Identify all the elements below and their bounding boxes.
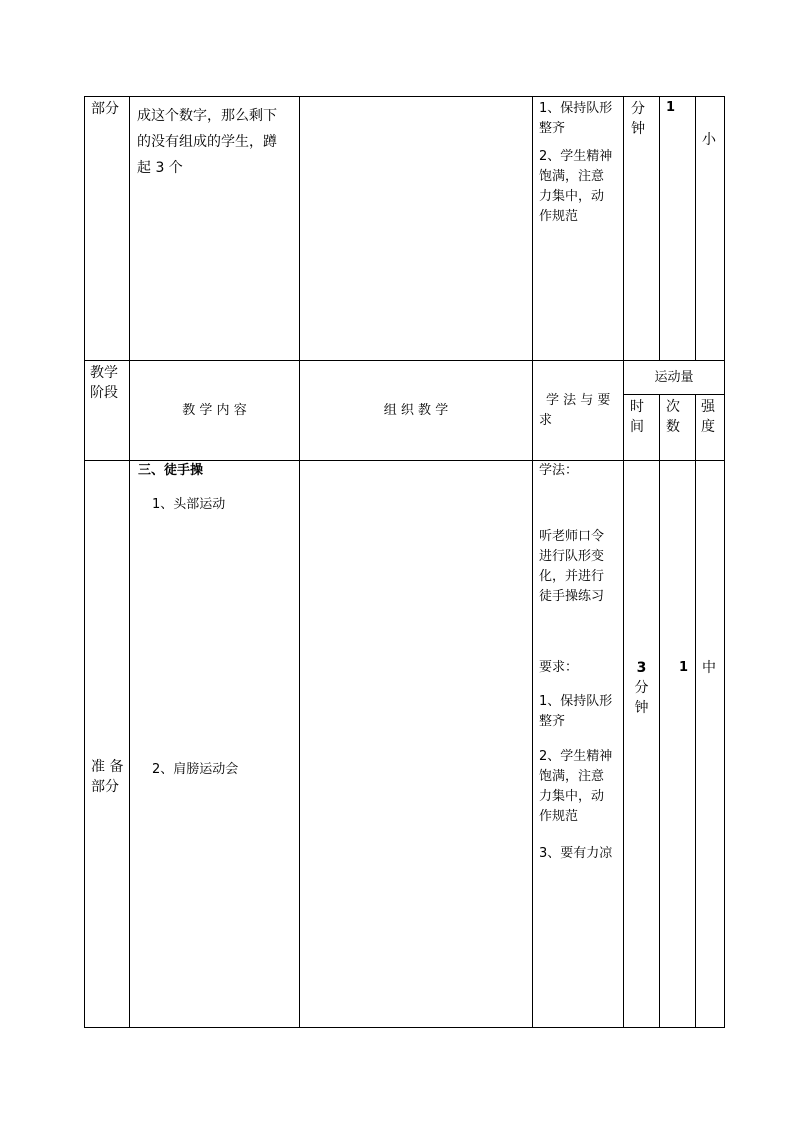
requirement-line: 1、保持队形: [539, 101, 613, 116]
header-stage-line: 教学: [90, 365, 118, 381]
header-content-cell: [130, 361, 300, 461]
requirement-line: 饱满，注意: [539, 769, 605, 784]
content-cell: [130, 97, 300, 361]
requirement-1: [539, 692, 612, 732]
warmup-count-cell: [660, 461, 696, 1028]
header-exercise-cell: [624, 361, 725, 395]
warmup-intensity-cell: [696, 461, 725, 1028]
requirement-3: 3、要有力凉: [539, 846, 613, 861]
stage-cell: [85, 97, 130, 361]
header-method-line: 求: [539, 412, 553, 428]
header-intensity-line: 强: [701, 399, 715, 415]
requirement-line: 1、保持队形: [539, 694, 613, 709]
method-cell: [533, 97, 624, 361]
header-method-cell: [533, 361, 624, 461]
warmup-organization-cell: [300, 461, 533, 1028]
warmup-method-cell: [533, 461, 624, 1028]
intensity-value: 中: [702, 660, 716, 676]
header-time-line: 间: [630, 419, 644, 435]
header-count-cell: [660, 395, 696, 461]
requirement-line: 2、学生精神: [539, 149, 613, 164]
method-text: [539, 527, 604, 607]
table-row-warmup: [85, 461, 725, 1028]
requirement-line: 力集中，动: [539, 189, 605, 204]
method-line: 徒手操练习: [539, 589, 605, 604]
time-cell: [624, 97, 660, 361]
method-line: 听老师口令: [539, 529, 605, 544]
header-count-line: 数: [666, 419, 680, 435]
method-label: 学法：: [539, 463, 579, 478]
organization-cell: [300, 97, 533, 361]
table-row-header: [85, 361, 725, 395]
header-organization-label: 组 织 教 学: [383, 402, 449, 418]
header-intensity-cell: [696, 395, 725, 461]
method-line: 进行队形变: [539, 549, 605, 564]
requirement-line: 力集中，动: [539, 789, 605, 804]
table-row-continuation: [85, 97, 725, 361]
requirement-line: 2、学生精神: [539, 749, 613, 764]
time-line: 分: [631, 101, 645, 117]
intensity-value: 小: [702, 132, 716, 148]
requirement-2: [539, 747, 612, 827]
requirement-line: 作规范: [539, 209, 579, 224]
header-method-line: 学 法 与 要: [546, 392, 611, 408]
requirement-line: 饱满，注意: [539, 169, 605, 184]
warmup-time-cell: [624, 461, 660, 1028]
count-cell: [660, 97, 696, 361]
requirement-line: 作规范: [539, 809, 579, 824]
count-value: 1: [666, 100, 676, 115]
time-line: 钟: [634, 700, 649, 716]
time-line: 分: [634, 680, 649, 696]
requirement-2: [539, 147, 623, 227]
warmup-stage-cell: [85, 461, 130, 1028]
time-line: 钟: [631, 121, 645, 137]
stage-label: 部分: [91, 101, 119, 117]
header-stage-cell: [85, 361, 130, 461]
header-organization-cell: [300, 361, 533, 461]
requirement-1: [539, 99, 623, 139]
header-stage-line: 阶段: [90, 385, 118, 401]
warmup-stage-line: 准 备: [91, 759, 124, 775]
header-count-line: 次: [666, 399, 680, 415]
exercise-item-head: 1、头部运动: [152, 497, 226, 512]
exercise-item-shoulder: 2、肩膀运动会: [152, 762, 239, 777]
header-content-label: 教 学 内 容: [182, 402, 247, 418]
method-line: 化，并进行: [539, 569, 605, 584]
header-time-line: 时: [630, 399, 644, 415]
header-exercise-label: 运动量: [654, 369, 694, 385]
time-number: 3: [636, 660, 647, 676]
warmup-stage-line: 部分: [91, 779, 119, 795]
requirement-label: 要求：: [539, 660, 579, 675]
header-time-cell: [624, 395, 660, 461]
requirement-line: 整齐: [539, 714, 566, 729]
content-line: 起 3 个: [137, 160, 183, 176]
header-intensity-line: 度: [701, 419, 715, 435]
intensity-cell: [696, 97, 725, 361]
lesson-plan-table: [84, 96, 725, 1028]
section-title: 三、徒手操: [138, 463, 204, 478]
content-line: 成这个数字，那么剩下: [137, 108, 277, 124]
content-line: 的没有组成的学生，蹲: [137, 134, 277, 150]
requirement-line: 整齐: [539, 121, 566, 136]
warmup-content-cell: [130, 461, 300, 1028]
count-value: 1: [679, 660, 689, 675]
